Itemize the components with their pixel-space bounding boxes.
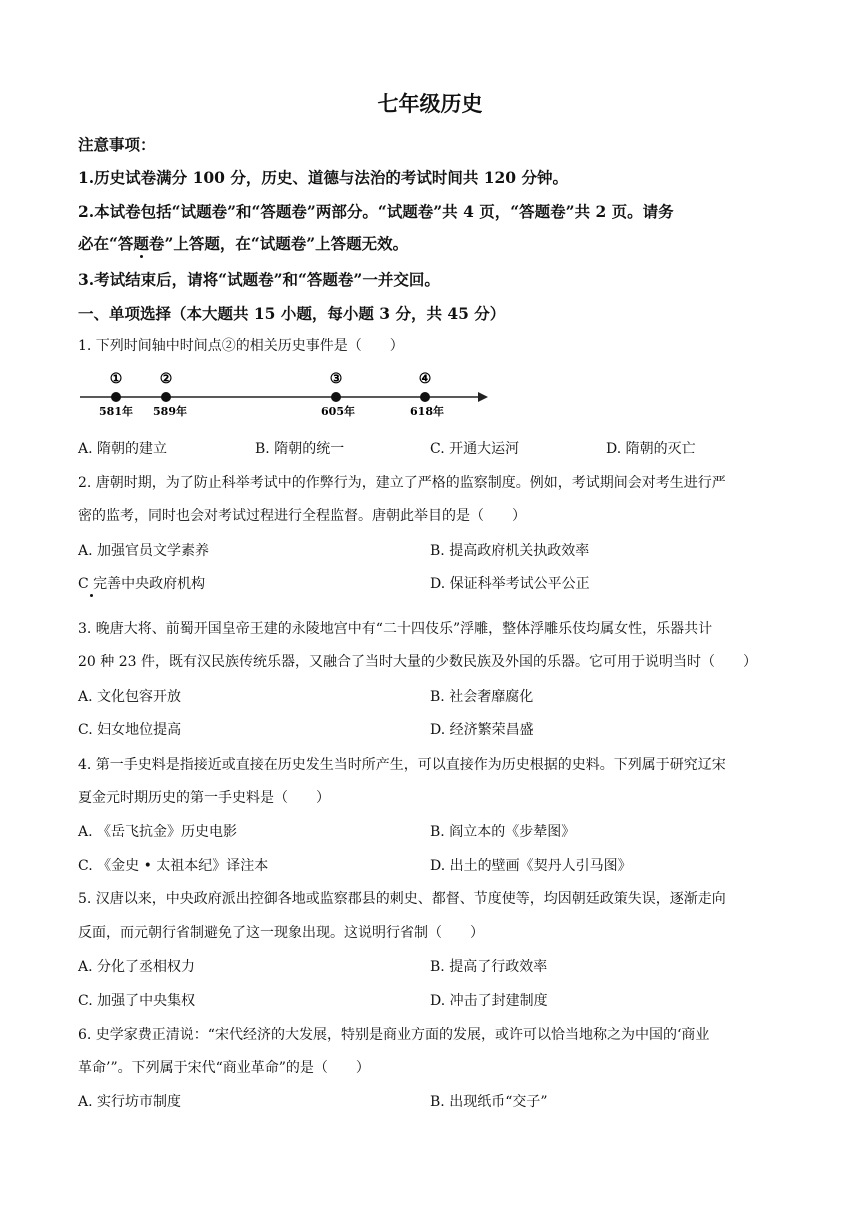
timeline-mark-4: ④	[418, 371, 432, 387]
q4-option-b: B. 阎立本的《步辇图》	[430, 824, 576, 840]
timeline-arrow	[478, 392, 488, 402]
timeline-year-1: 581年	[99, 405, 133, 418]
q2-option-b: B. 提高政府机关执政效率	[430, 543, 590, 559]
question-2-line-2: 密的监考，同时也会对考试过程进行全程监督。唐朝此举目的是（ ）	[78, 508, 526, 524]
q4-option-a: A. 《岳飞抗金》历史电影	[78, 824, 238, 840]
timeline-mark-3: ③	[329, 371, 343, 387]
q5-option-c: C. 加强了中央集权	[78, 993, 196, 1009]
notice-item-2-emphasis: 答题卷	[117, 234, 165, 253]
timeline-point-4	[410, 371, 444, 418]
question-6-line-2: 革命’”。下列属于宋代“商业革命”的是（ ）	[78, 1060, 370, 1076]
question-1-stem: 1. 下列时间轴中时间点②的相关历史事件是（ ）	[78, 338, 404, 354]
q5-option-a: A. 分化了丞相权力	[78, 959, 196, 975]
stray-dot	[90, 594, 93, 597]
q1-option-b: B. 隋朝的统一	[255, 441, 345, 457]
q3-option-c: C. 妇女地位提高	[78, 722, 182, 738]
notice-item-2-pre: 必在“	[78, 234, 118, 253]
q2-option-a: A. 加强官员文学素养	[78, 543, 210, 559]
timeline-dot-3	[331, 392, 341, 402]
q2-option-c: C 完善中央政府机构	[78, 576, 206, 592]
timeline-mark-2: ②	[159, 371, 173, 387]
q1-option-c: C. 开通大运河	[430, 441, 520, 457]
q1-option-a: A. 隋朝的建立	[78, 441, 168, 457]
timeline-figure	[76, 365, 496, 427]
notice-item-2-line-2	[78, 232, 408, 254]
question-4-line-1: 4. 第一手史料是指接近或直接在历史发生当时所产生，可以直接作为历史根据的史料。下列属于研究辽宋	[78, 757, 726, 773]
q5-option-d: D. 冲击了封建制度	[430, 993, 548, 1009]
q4-option-d: D. 出土的壁画《契丹人引马图》	[430, 858, 632, 874]
q6-option-a: A. 实行坊市制度	[78, 1094, 182, 1110]
notice-heading: 注意事项：	[78, 135, 156, 154]
notice-item-3: 3.考试结束后，请将“试题卷”和“答题卷”一并交回。	[78, 270, 440, 289]
notice-item-2-post: ”上答题，在“试题卷”上答题无效。	[164, 234, 409, 253]
timeline-mark-1: ①	[109, 371, 123, 387]
q3-option-b: B. 社会奢靡腐化	[430, 689, 534, 705]
q4-option-c: C. 《金史 • 太祖本纪》译注本	[78, 858, 269, 874]
q2-option-d: D. 保证科举考试公平公正	[430, 576, 590, 592]
section-heading: 一、单项选择（本大题共 15 小题，每小题 3 分，共 45 分）	[78, 304, 506, 323]
question-4-line-2: 夏金元时期历史的第一手史料是（ ）	[78, 790, 330, 806]
q3-option-a: A. 文化包容开放	[78, 689, 182, 705]
q5-option-b: B. 提高了行政效率	[430, 959, 548, 975]
timeline-point-1	[99, 371, 133, 418]
question-5-line-2: 反面，而元朝行省制避免了这一现象出现。这说明行省制（ ）	[78, 925, 484, 941]
question-6-line-1: 6. 史学家费正清说：“宋代经济的大发展，特别是商业方面的发展，或许可以恰当地称之为中国的‘商业	[78, 1027, 710, 1043]
q3-option-d: D. 经济繁荣昌盛	[430, 722, 534, 738]
timeline-year-2: 589年	[153, 405, 187, 418]
q6-option-b: B. 出现纸币“交子”	[430, 1094, 548, 1110]
question-5-line-1: 5. 汉唐以来，中央政府派出控御各地或监察郡县的刺史、都督、节度使等，均因朝廷政策失误，逐渐走向	[78, 891, 726, 907]
timeline-dot-4	[420, 392, 430, 402]
notice-item-2-line-1: 2.本试卷包括“试题卷”和“答题卷”两部分。“试题卷”共 4 页，“答题卷”共 2 页。请务	[78, 202, 674, 221]
timeline-dot-2	[161, 392, 171, 402]
timeline-point-3	[321, 371, 355, 418]
timeline-dot-1	[111, 392, 121, 402]
timeline-point-2	[153, 371, 187, 418]
question-2-line-1: 2. 唐朝时期，为了防止科举考试中的作弊行为，建立了严格的监察制度。例如，考试期间会对考生进行严	[78, 475, 726, 491]
page-title: 七年级历史	[377, 91, 483, 116]
timeline-year-4: 618年	[410, 405, 444, 418]
q1-option-d: D. 隋朝的灭亡	[606, 441, 696, 457]
timeline-year-3: 605年	[321, 405, 355, 418]
question-3-line-2: 20 种 23 件，既有汉民族传统乐器，又融合了当时大量的少数民族及外国的乐器。它可用于说明当时（ ）	[78, 654, 757, 670]
question-3-line-1: 3. 晚唐大将、前蜀开国皇帝王建的永陵地宫中有“二十四伎乐”浮雕，整体浮雕乐伎均属女性，乐器共计	[78, 621, 713, 637]
notice-item-1: 1.历史试卷满分 100 分，历史、道德与法治的考试时间共 120 分钟。	[78, 168, 568, 187]
